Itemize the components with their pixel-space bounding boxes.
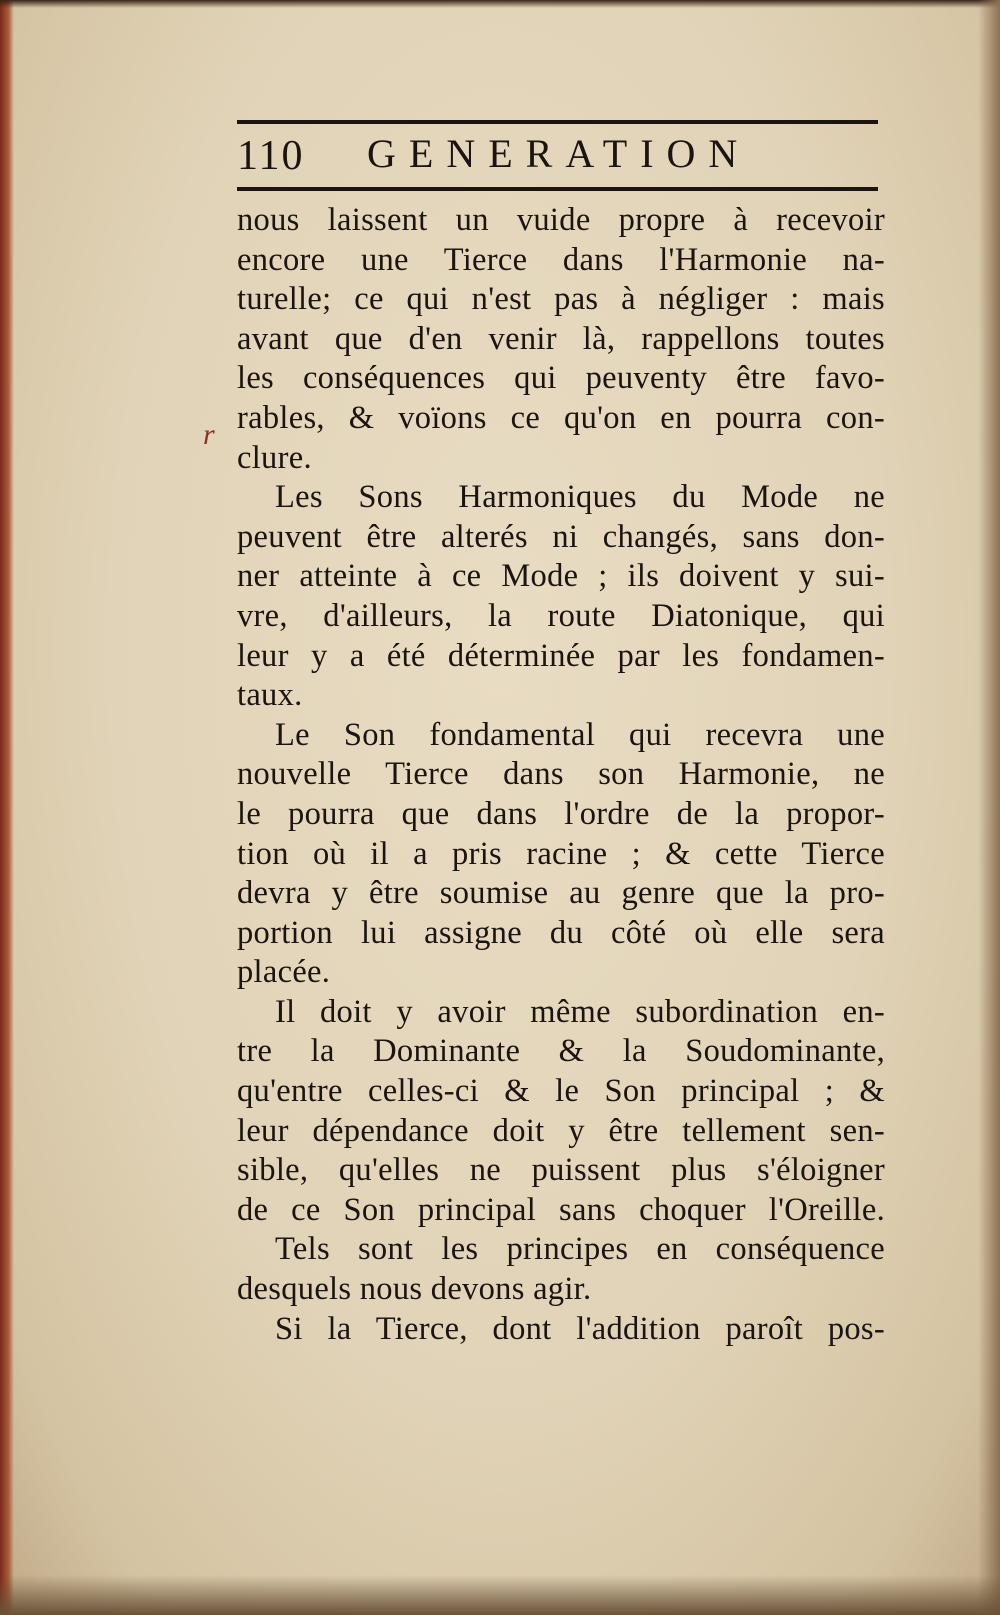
page-number: 110: [237, 133, 305, 179]
text-line: Il doit y avoir même subordination en-: [275, 993, 885, 1030]
page-top-edge: [0, 0, 1000, 8]
text-line: ner atteinte à ce Mode ; ils doivent y sui-: [237, 558, 885, 595]
text-line: qu'entre celles-ci & le Son principal ; &: [237, 1073, 885, 1110]
header-rule-bottom: [237, 187, 878, 191]
binding-edge: [0, 0, 14, 1615]
text-line: avant que d'en venir là, rappellons toutes: [237, 320, 885, 357]
text-line: les conséquences qui peuventy être favo-: [237, 360, 885, 397]
text-line: Si la Tierce, dont l'addition paroît pos-: [275, 1310, 885, 1347]
text-line: devra y être soumise au genre que la pro-: [237, 875, 885, 912]
text-line: turelle; ce qui n'est pas à négliger : mais: [237, 281, 885, 318]
text-line: desquels nous devons agir.: [237, 1271, 592, 1308]
text-line: encore une Tierce dans l'Harmonie na-: [237, 241, 885, 278]
text-line: tre la Dominante & la Soudominante,: [237, 1033, 885, 1070]
text-line: de ce Son principal sans choquer l'Oreille.: [237, 1191, 885, 1228]
text-line: peuvent être alterés ni changés, sans don-: [237, 518, 885, 555]
text-line: placée.: [237, 954, 331, 991]
text-line: rables, & voïons ce qu'on en pourra con-: [237, 399, 885, 436]
body-text: [237, 201, 885, 1349]
text-line: sible, qu'elles ne puissent plus s'éloigner: [237, 1152, 885, 1189]
text-line: leur y a été déterminée par les fondamen-: [237, 637, 885, 674]
text-line: portion lui assigne du côté où elle sera: [237, 914, 885, 951]
text-line: tion où il a pris racine ; & cette Tierce: [237, 835, 885, 872]
page-bottom-edge: [0, 1575, 1000, 1615]
page-header: [237, 128, 878, 184]
text-line: nous laissent un vuide propre à recevoir: [237, 202, 885, 238]
text-line: clure.: [237, 439, 312, 476]
header-rule-top: [237, 120, 878, 124]
text-line: Le Son fondamental qui recevra une: [275, 716, 885, 753]
page-right-edge: [978, 0, 1000, 1615]
text-line: leur dépendance doit y être tellement sen-: [237, 1112, 885, 1149]
running-title: GENERATION: [367, 131, 751, 176]
margin-annotation: r: [203, 418, 215, 451]
text-line: nouvelle Tierce dans son Harmonie, ne: [237, 756, 885, 793]
text-line: Tels sont les principes en conséquence: [275, 1231, 885, 1268]
text-line: le pourra que dans l'ordre de la propor-: [237, 795, 885, 832]
text-line: taux.: [237, 677, 303, 714]
text-line: vre, d'ailleurs, la route Diatonique, qui: [237, 597, 885, 634]
text-line: Les Sons Harmoniques du Mode ne: [275, 479, 885, 516]
